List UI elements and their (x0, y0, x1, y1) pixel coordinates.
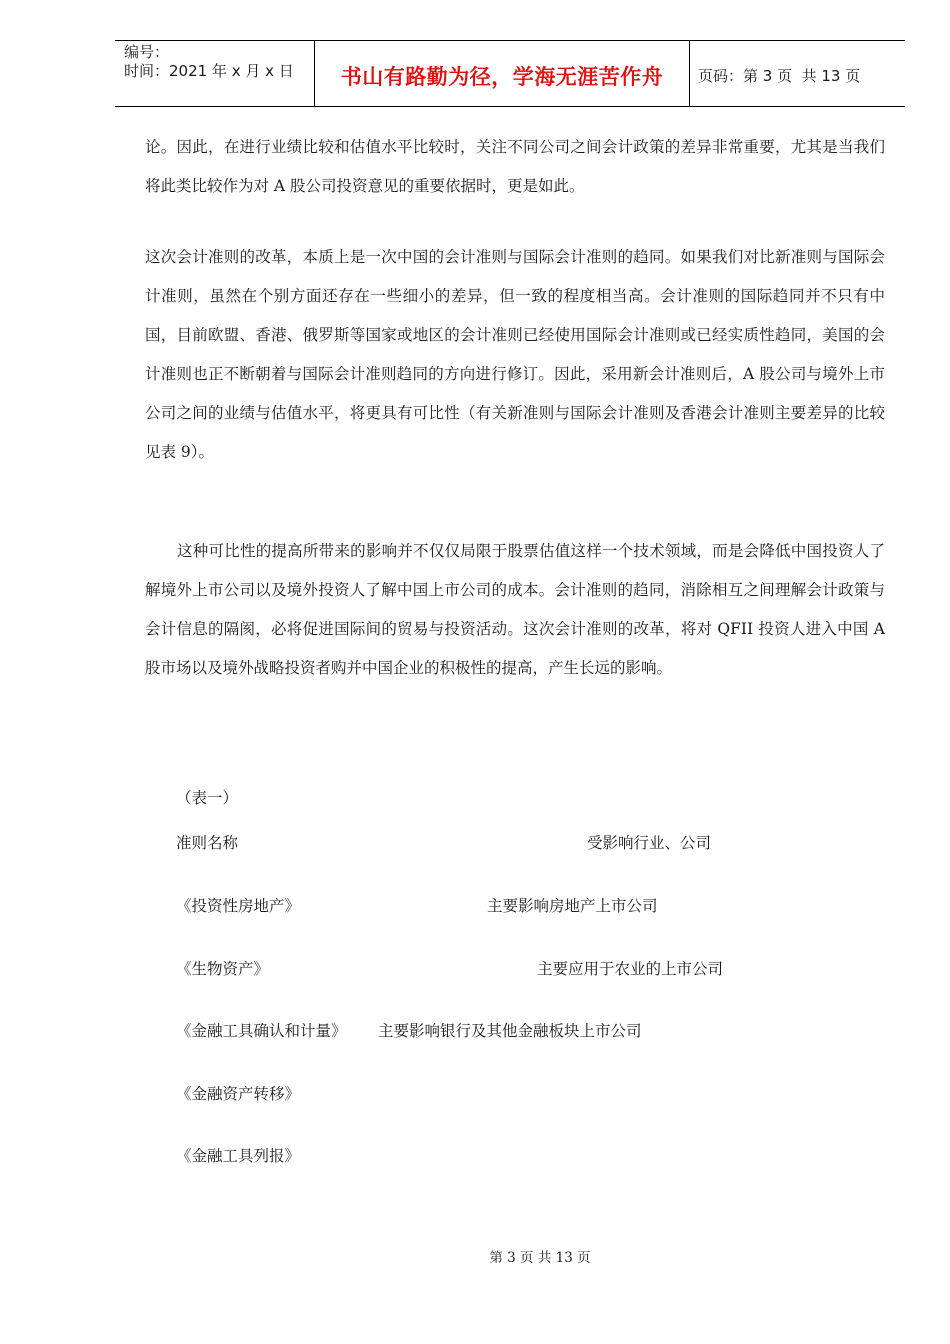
table-row-impact: 主要影响银行及其他金融板块上市公司 (378, 1022, 642, 1040)
table-row-impact: 主要影响房地产上市公司 (487, 897, 658, 915)
header-motto: 书山有路勤为径，学海无涯苦作舟 (340, 64, 664, 89)
header-motto-cell (315, 41, 690, 106)
table-row-name: 《金融工具确认和计量》 (176, 1022, 347, 1040)
table-row-name: 《投资性房地产》 (176, 897, 301, 915)
header-page-info: 页码：第 3 页 共 13 页 (698, 67, 861, 85)
table-row-name: 《生物资产》 (176, 960, 270, 978)
page-header (115, 40, 905, 107)
paragraph-3: 这种可比性的提高所带来的影响并不仅仅局限于股票估值这样一个技术领域，而是会降低中国投资人了解境外上市公司以及境外投资人了解中国上市公司的成本。会计准则的趋同，消除相互之间理解会计政策与会计信息的隔阂，必将促进国际间的贸易与投资活动。这次会计准则的改革，将对 QFII 投资人进入中国 A 股市场以及境外战略投资者购并中国企业的积极性的提高，产生长远的影响。 (145, 542, 885, 677)
table-caption: （表一） (176, 789, 239, 807)
table-row-name: 《金融资产转移》 (176, 1085, 301, 1103)
table-row-impact: 主要应用于农业的上市公司 (537, 960, 724, 978)
paragraph-1: 论。因此，在进行业绩比较和估值水平比较时，关注不同公司之间会计政策的差异非常重要，尤其是当我们将此类比较作为对 A 股公司投资意见的重要依据时，更是如此。 (145, 138, 885, 195)
header-page-cell (690, 41, 905, 106)
document-number-label: 编号： (124, 43, 170, 61)
table-row-name: 《金融工具列报》 (176, 1147, 301, 1165)
document-time-label: 时间：2021 年 x 月 x 日 (124, 62, 294, 80)
paragraph-2: 这次会计准则的改革，本质上是一次中国的会计准则与国际会计准则的趋同。如果我们对比新准则与国际会计准则，虽然在个别方面还存在一些细小的差异，但一致的程度相当高。会计准则的国际趋同并不只有中国，目前欧盟、香港、俄罗斯等国家或地区的会计准则已经使用国际会计准则或已经实质性趋同，美国的会计准则也正不断朝着与国际会计准则趋同的方向进行修订。因此，采用新会计准则后，A 股公司与境外上市公司之间的业绩与估值水平，将更具有可比性（有关新准则与国际会计准则及香港会计准则主要差异的比较见表 9）。 (145, 248, 885, 461)
page-footer: 第 3 页 共 13 页 (489, 1250, 591, 1266)
table-header-col2: 受影响行业、公司 (587, 834, 712, 852)
table-header-col1: 准则名称 (176, 834, 239, 852)
header-meta-cell (115, 41, 315, 106)
